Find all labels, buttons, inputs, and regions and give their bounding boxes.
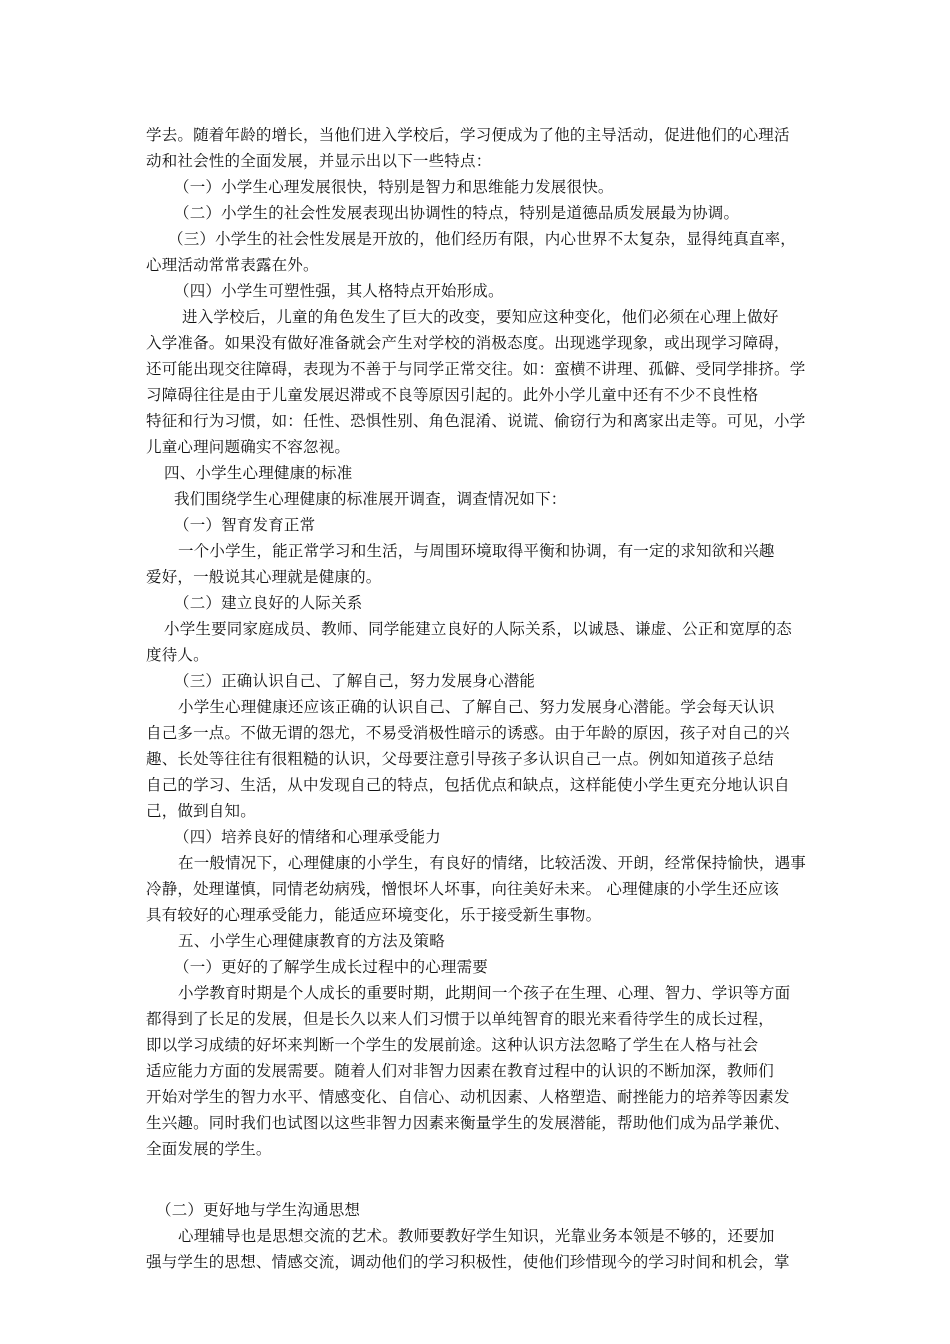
subsection-heading: （四）培养良好的情绪和心理承受能力 [174, 828, 441, 846]
paragraph-line: 自己的学习、生活，从中发现自己的特点，包括优点和缺点，这样能使小学生更充分地认识自 [146, 776, 790, 794]
paragraph-line: 心理活动常常表露在外。 [146, 256, 319, 274]
paragraph-line: 冷静，处理谨慎，同情老幼病残，憎恨坏人坏事，向往美好未来。 心理健康的小学生还应该 [146, 880, 780, 898]
paragraph-line: 心理辅导也是思想交流的艺术。教师要教好学生知识，光靠业务本领是不够的，还要加 [178, 1227, 775, 1245]
paragraph-line: 动和社会性的全面发展，并显示出以下一些特点： [146, 152, 492, 170]
paragraph-line: 趣、长处等往往有很粗糙的认识，父母要注意引导孩子多认识自己一点。例如知道孩子总结 [146, 750, 775, 768]
paragraph-line: 小学教育时期是个人成长的重要时期，此期间一个孩子在生理、心理、智力、学识等方面 [178, 984, 791, 1002]
list-item-heading: （一）小学生心理发展很快，特别是智力和思维能力发展很快。 [174, 178, 614, 196]
paragraph-line: 小学生心理健康还应该正确的认识自己、了解自己、努力发展身心潜能。学会每天认识 [178, 698, 775, 716]
subsection-heading: （二）更好地与学生沟通思想 [156, 1201, 361, 1219]
paragraph-line: 即以学习成绩的好坏来判断一个学生的发展前途。这种认识方法忽略了学生在人格与社会 [146, 1036, 759, 1054]
paragraph-line: 还可能出现交往障碍，表现为不善于与同学正常交往。如：蛮横不讲理、孤僻、受同学排挤。学 [146, 360, 806, 378]
paragraph-line: 在一般情况下，心理健康的小学生，有良好的情绪，比较活泼、开朗，经常保持愉快，遇事 [178, 854, 807, 872]
subsection-heading: （一）智育发育正常 [174, 516, 316, 534]
paragraph-line: 生兴趣。同时我们也试图以这些非智力因素来衡量学生的发展潜能，帮助他们成为品学兼优、 [146, 1114, 790, 1132]
paragraph-line: 爱好，一般说其心理就是健康的。 [146, 568, 382, 586]
subsection-heading: （一）更好的了解学生成长过程中的心理需要 [174, 958, 489, 976]
section-heading: 四、小学生心理健康的标准 [164, 464, 353, 482]
paragraph-line: 入学准备。如果没有做好准备就会产生对学校的消极态度。出现逃学现象，或出现学习障碍， [146, 334, 790, 352]
list-item-heading: （三）小学生的社会性发展是开放的，他们经历有限，内心世界不太复杂，显得纯真直率， [168, 230, 797, 248]
paragraph-line: 适应能力方面的发展需要。随着人们对非智力因素在教育过程中的认识的不断加深，教师们 [146, 1062, 775, 1080]
list-item-heading: （四）小学生可塑性强，其人格特点开始形成。 [174, 282, 504, 300]
paragraph-line: 特征和行为习惯，如：任性、恐惧性别、角色混淆、说谎、偷窃行为和离家出走等。可见，小学 [146, 412, 806, 430]
subsection-heading: （二）建立良好的人际关系 [174, 594, 363, 612]
paragraph-line: 小学生要同家庭成员、教师、同学能建立良好的人际关系，以诚恳、谦虚、公正和宽厚的态 [164, 620, 793, 638]
paragraph-line: 己，做到自知。 [146, 802, 256, 820]
list-item-heading: （二）小学生的社会性发展表现出协调性的特点，特别是道德品质发展最为协调。 [174, 204, 740, 222]
paragraph-line: 开始对学生的智力水平、情感变化、自信心、动机因素、人格塑造、耐挫能力的培养等因素发 [146, 1088, 790, 1106]
paragraph-line: 一个小学生，能正常学习和生活，与周围环境取得平衡和协调，有一定的求知欲和兴趣 [178, 542, 775, 560]
paragraph-line: 度待人。 [146, 646, 209, 664]
paragraph-line: 我们围绕学生心理健康的标准展开调查，调查情况如下： [174, 490, 567, 508]
paragraph-line: 具有较好的心理承受能力，能适应环境变化，乐于接受新生事物。 [146, 906, 602, 924]
paragraph-line: 儿童心理问题确实不容忽视。 [146, 438, 351, 456]
subsection-heading: （三）正确认识自己、了解自己，努力发展身心潜能 [174, 672, 536, 690]
paragraph-line: 自己多一点。不做无谓的怨尤，不易受消极性暗示的诱惑。由于年龄的原因，孩子对自己的兴 [146, 724, 790, 742]
paragraph-line: 都得到了长足的发展，但是长久以来人们习惯于以单纯智育的眼光来看待学生的成长过程， [146, 1010, 775, 1028]
paragraph-line: 学去。随着年龄的增长，当他们进入学校后，学习便成为了他的主导活动，促进他们的心理活 [146, 126, 790, 144]
section-heading: 五、小学生心理健康教育的方法及策略 [178, 932, 445, 950]
paragraph-line: 习障碍往往是由于儿童发展迟滞或不良等原因引起的。此外小学儿童中还有不少不良性格 [146, 386, 759, 404]
paragraph-line: 强与学生的思想、情感交流，调动他们的学习积极性，使他们珍惜现今的学习时间和机会，掌 [146, 1253, 790, 1271]
paragraph-line: 全面发展的学生。 [146, 1140, 272, 1158]
paragraph-line: 进入学校后，儿童的角色发生了巨大的改变，要知应这种变化，他们必须在心理上做好 [182, 308, 779, 326]
